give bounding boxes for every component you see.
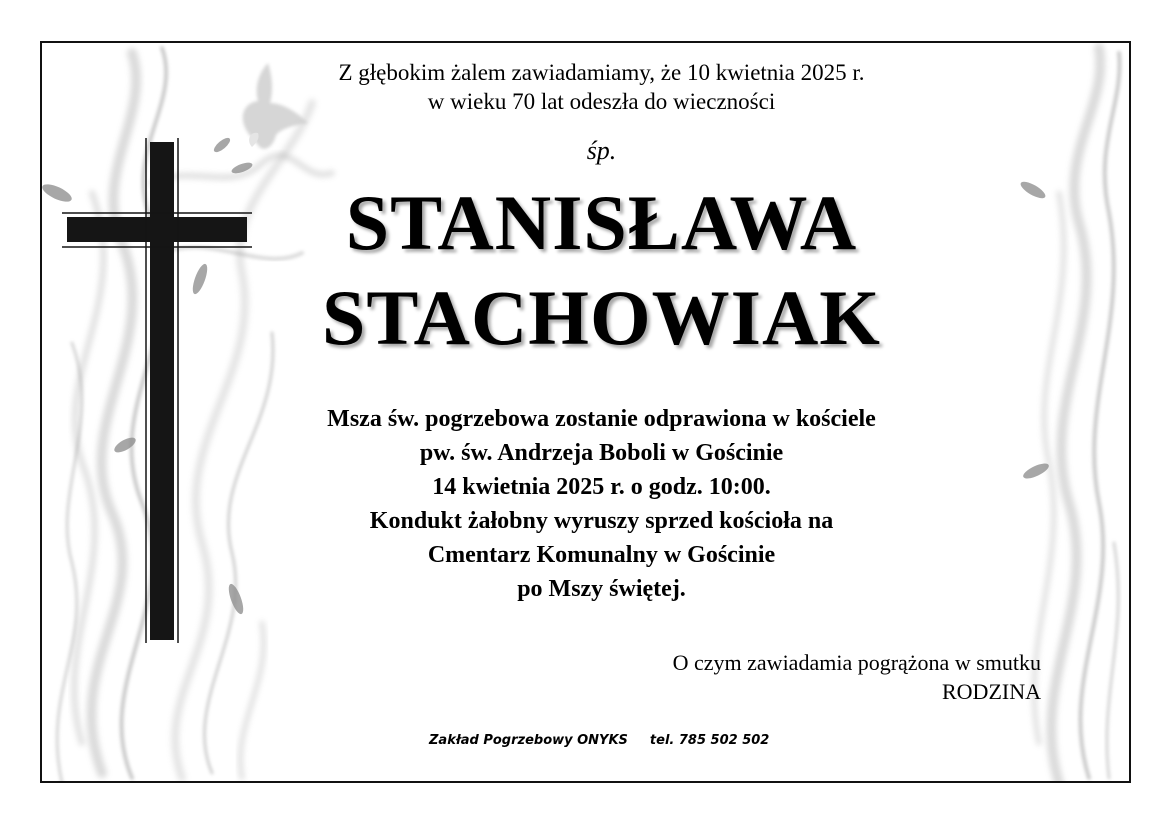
funeral-line-4: Kondukt żałobny wyruszy sprzed kościoła na <box>369 508 834 534</box>
funeral-home-name: Zakład Pogrzebowy ONYKS <box>429 733 628 748</box>
deceased-first-name: STANISŁAWA <box>345 179 858 266</box>
deceased-last-name: STACHOWIAK <box>322 274 881 361</box>
intro-line-2: w wieku 70 lat odeszła do wieczności <box>427 89 776 114</box>
text-layer <box>40 41 1131 783</box>
funeral-home-footer <box>429 733 769 748</box>
funeral-line-2: pw. św. Andrzeja Boboli w Gościnie <box>419 440 784 466</box>
funeral-line-1: Msza św. pogrzebowa zostanie odprawiona w kościele <box>327 406 876 432</box>
closing-signature <box>673 648 1041 706</box>
funeral-line-3: 14 kwietnia 2025 r. o godz. 10:00. <box>432 474 771 500</box>
funeral-line-5: Cmentarz Komunalny w Gościnie <box>427 542 776 568</box>
announcement-intro <box>40 58 1131 116</box>
intro-line-1: Z głębokim żalem zawiadamiamy, że 10 kwietnia 2025 r. <box>338 60 865 85</box>
honorific-prefix: śp. <box>586 136 617 165</box>
funeral-home-phone: tel. 785 502 502 <box>649 733 770 748</box>
obituary-frame <box>40 41 1131 783</box>
closing-line-1: O czym zawiadamia pogrążona w smutku <box>672 650 1041 675</box>
closing-family: RODZINA <box>942 679 1041 704</box>
funeral-line-6: po Mszy świętej. <box>517 576 686 602</box>
funeral-details <box>40 402 1131 606</box>
